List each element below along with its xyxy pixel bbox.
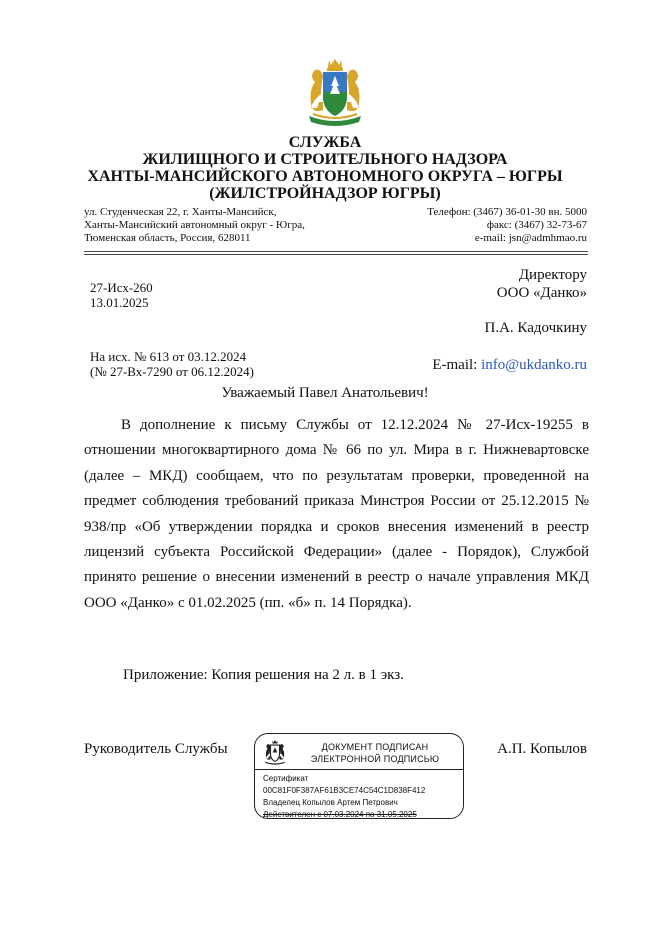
addressee-company: ООО «Данко» bbox=[496, 285, 587, 301]
certificate-owner: Владелец Копылов Артем Петрович bbox=[263, 798, 398, 807]
stamp-divider bbox=[255, 769, 463, 770]
org-title-line: ЖИЛИЩНОГО И СТРОИТЕЛЬНОГО НАДЗОРА bbox=[142, 151, 508, 168]
email-contact-line: e-mail: jsn@admhmao.ru bbox=[474, 232, 587, 244]
addressee-block bbox=[497, 266, 587, 302]
organization-contacts bbox=[427, 206, 587, 245]
reply-reference-line: (№ 27-Вх-7290 от 06.12.2024) bbox=[90, 364, 254, 379]
reply-reference-line: На исх. № 613 от 03.12.2024 bbox=[90, 349, 247, 364]
header-divider bbox=[84, 251, 588, 252]
addressee-position: Директору bbox=[518, 267, 587, 283]
addressee-email bbox=[432, 356, 587, 374]
stamp-title-line: ЭЛЕКТРОННОЙ ПОДПИСЬЮ bbox=[310, 754, 440, 764]
address-line: Ханты-Мансийский автономный округ - Югра, bbox=[84, 219, 305, 231]
outgoing-date: 13.01.2025 bbox=[90, 295, 149, 310]
registration-block bbox=[90, 280, 153, 310]
reply-reference bbox=[90, 349, 254, 379]
coat-of-arms-logo bbox=[301, 56, 369, 128]
email-link[interactable]: info@ukdanko.ru bbox=[481, 357, 587, 373]
stamp-title bbox=[293, 741, 457, 765]
electronic-signature-stamp bbox=[254, 733, 464, 819]
stamp-title-line: ДОКУМЕНТ ПОДПИСАН bbox=[321, 742, 429, 752]
header-divider bbox=[84, 254, 588, 255]
stamp-details bbox=[263, 773, 425, 821]
addressee-name: П.А. Кадочкину bbox=[484, 320, 587, 336]
attachment-note: Приложение: Копия решения на 2 л. в 1 экз. bbox=[123, 667, 404, 683]
address-line: ул. Студенческая 22, г. Ханты-Мансийск, bbox=[84, 206, 277, 218]
signatory-position: Руководитель Службы bbox=[84, 741, 228, 757]
stamp-crest-icon bbox=[262, 739, 288, 766]
org-title-line: ХАНТЫ-МАНСИЙСКОГО АВТОНОМНОГО ОКРУГА – ЮГРЫ bbox=[87, 168, 563, 185]
signatory-name: А.П. Копылов bbox=[497, 741, 587, 757]
salutation: Уважаемый Павел Анатольевич! bbox=[221, 385, 429, 401]
phone-line: Телефон: (3467) 36-01-30 вн. 5000 bbox=[427, 206, 587, 218]
certificate-number: 00C81F0F387AF61B3CE74C54C1D838F412 bbox=[263, 786, 426, 795]
letter-body: В дополнение к письму Службы от 12.12.2024 № 27-Исх-19255 в отношении многоквартирного дома № 66 по ул. Мира в г. Нижневартовске (далее – МКД) сообщаем, что по результатам проверки, проведенной на предмет соблюдения требований приказа Минстроя России от 25.12.2015 № 938/пр «Об утверждении порядка и сроков внесения изменений в реестр лицензий субъекта Российской Федерации» (далее - Порядок), Службой принято решение о внесении изменений в реестр о начале управления МКД ООО «Данко» с 01.02.2025 (пп. «б» п. 14 Порядка). bbox=[84, 417, 589, 611]
email-label: E-mail: bbox=[432, 357, 482, 373]
outgoing-number: 27-Исх-260 bbox=[90, 280, 153, 295]
organization-address bbox=[84, 206, 305, 245]
org-title-line: (ЖИЛСТРОЙНАДЗОР ЮГРЫ) bbox=[209, 185, 441, 202]
organization-title bbox=[60, 134, 590, 202]
org-title-line: СЛУЖБА bbox=[288, 134, 362, 151]
certificate-label: Сертификат bbox=[263, 774, 309, 783]
fax-line: факс: (3467) 32-73-67 bbox=[486, 219, 587, 231]
certificate-validity: Действителен с 07.03.2024 по 31.05.2025 bbox=[263, 810, 417, 819]
address-line: Тюменская область, Россия, 628011 bbox=[84, 232, 251, 244]
